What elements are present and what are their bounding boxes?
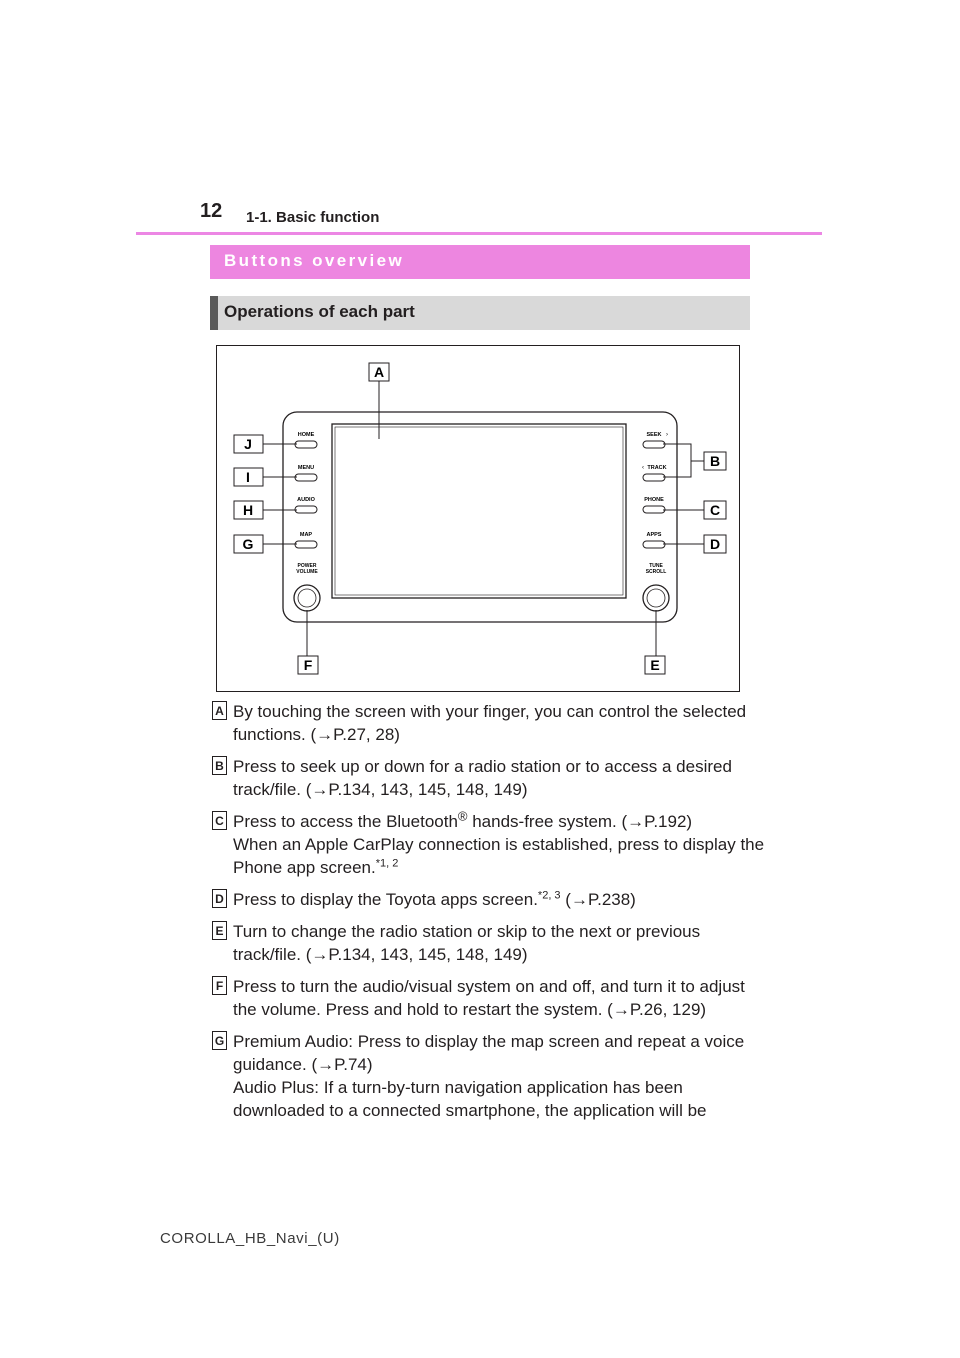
callout-b: B	[709, 453, 721, 469]
callout-c: C	[709, 502, 721, 518]
item-text-b: Press to seek up or down for a radio station or to access a desired track/file. (→P.134, 143, 145, 148, 149)	[233, 757, 732, 799]
subtitle-band-marker	[210, 296, 218, 330]
power-label-line2: VOLUME	[296, 569, 318, 575]
item-text-f: Press to turn the audio/visual system on and off, and turn it to adjust the volume. Press and hold to restart the system. (→P.26, 129)	[233, 977, 745, 1019]
right-buttons	[642, 432, 669, 611]
item-text-g-2: Audio Plus: If a turn-by-turn navigation application has been downloaded to a connected smartphone, the application will be	[233, 1078, 707, 1120]
item-letter-g: G	[212, 1031, 227, 1050]
diagram-drawing	[217, 346, 741, 693]
tune-label-line1: TUNE	[649, 563, 663, 569]
callouts	[234, 363, 726, 674]
callout-g: G	[242, 536, 254, 552]
apps-label: APPS	[646, 532, 662, 538]
audio-button[interactable]	[295, 506, 317, 513]
title-band-text: Buttons overview	[224, 251, 405, 270]
item-text-d	[233, 888, 772, 911]
item-text-e: Turn to change the radio station or skip to the next or previous track/file. (→P.134, 143, 145, 148, 149)	[233, 922, 701, 964]
item-text-a: By touching the screen with your finger, you can control the selected functions. (→P.27, 28)	[233, 702, 747, 744]
item-letter-a: A	[212, 701, 227, 720]
item-text-c-post: hands-free system. (→P.192)	[467, 812, 693, 831]
subtitle-band	[210, 296, 750, 330]
item-text-d-pre: Press to display the Toyota apps screen.	[233, 890, 538, 909]
callout-f: F	[303, 657, 313, 673]
footer-doc-id: COROLLA_HB_Navi_(U)	[160, 1230, 340, 1247]
subtitle-band-text: Operations of each part	[224, 302, 415, 321]
power-label-line1: POWER	[297, 563, 317, 569]
footnote-ref-d: *2, 3	[537, 889, 561, 902]
callout-a: A	[373, 364, 385, 380]
track-chevron-icon: ‹	[642, 465, 644, 471]
home-label: HOME	[297, 432, 315, 438]
callout-j: J	[244, 436, 252, 452]
callout-i: I	[246, 469, 250, 485]
left-buttons	[294, 432, 320, 611]
menu-button[interactable]	[295, 474, 317, 481]
seek-button[interactable]	[643, 441, 665, 448]
footnote-ref-c: *1, 2	[375, 857, 399, 870]
list-item-c	[212, 810, 772, 879]
menu-label: MENU	[297, 465, 315, 471]
phone-button[interactable]	[643, 506, 665, 513]
touch-screen	[332, 424, 626, 598]
item-letter-b: B	[212, 756, 227, 775]
registered-mark: ®	[457, 808, 468, 824]
item-text-c	[233, 810, 772, 833]
page-number: 12	[200, 200, 223, 222]
item-letter-d: D	[212, 889, 227, 908]
section-title: 1-1. Basic function	[246, 209, 380, 226]
item-text-c-2	[233, 833, 772, 879]
track-label: TRACK	[647, 465, 667, 471]
map-button[interactable]	[295, 541, 317, 548]
item-text-c-2-body: When an Apple CarPlay connection is established, press to display the Phone app screen.	[233, 835, 765, 877]
track-button[interactable]	[643, 474, 665, 481]
list-item-e	[212, 920, 772, 966]
home-button[interactable]	[295, 441, 317, 448]
list-item-b	[212, 755, 772, 801]
list-item-a	[212, 700, 772, 746]
unit-bezel	[283, 412, 677, 622]
seek-chevron-icon: ›	[666, 432, 668, 438]
list-item-g	[212, 1030, 772, 1122]
tune-label-line2: SCROLL	[645, 569, 667, 575]
apps-button[interactable]	[643, 541, 665, 548]
item-text-d-post: (→P.238)	[560, 890, 636, 909]
list-item-d	[212, 888, 772, 911]
header-rule	[136, 232, 822, 235]
head-unit-diagram	[216, 345, 740, 692]
item-text-c-pre: Press to access the Bluetooth	[233, 812, 458, 831]
callout-d: D	[709, 536, 721, 552]
seek-label: SEEK	[646, 432, 662, 438]
leader-lines	[263, 381, 704, 656]
operations-list	[212, 700, 772, 1131]
list-item-f	[212, 975, 772, 1021]
title-band	[210, 245, 750, 279]
item-letter-c: C	[212, 811, 227, 830]
item-letter-f: F	[212, 976, 227, 995]
map-label: MAP	[299, 532, 313, 538]
audio-label: AUDIO	[297, 497, 315, 503]
callout-h: H	[242, 502, 254, 518]
item-text-g: Premium Audio: Press to display the map screen and repeat a voice guidance. (→P.74)	[233, 1032, 745, 1074]
item-letter-e: E	[212, 921, 227, 940]
phone-label: PHONE	[644, 497, 664, 503]
callout-e: E	[650, 657, 660, 673]
